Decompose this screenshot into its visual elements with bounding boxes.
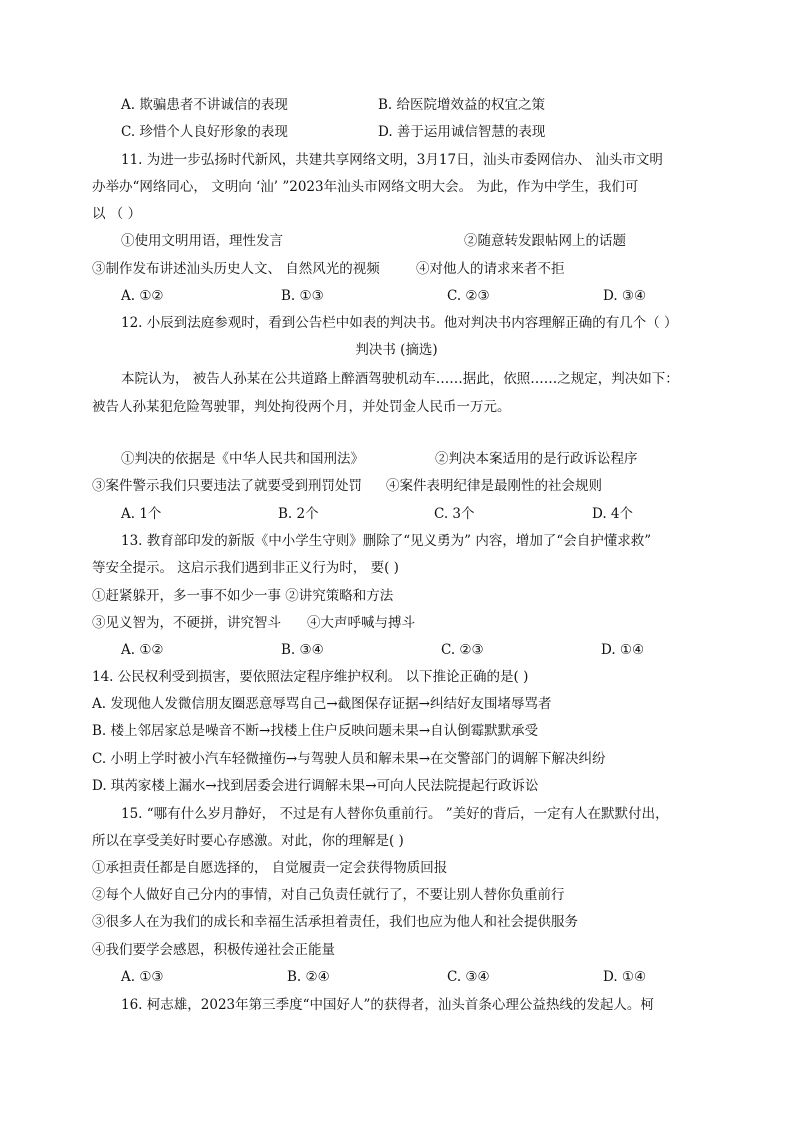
q14-option-c: C. 小明上学时被小汽车轻微撞伤→与驾驶人员和解未果→在交警部门的调解下解决纠纷 — [92, 751, 606, 767]
q12-option-d: D. 4个 — [592, 506, 634, 522]
q11-option-b: B. ①③ — [281, 288, 324, 304]
q11-statement-4: ④对他人的请求来者不拒 — [416, 261, 565, 277]
q10-option-a: A. 欺骗患者不讲诚信的表现 — [121, 97, 288, 113]
q15-option-a: A. ①③ — [121, 969, 164, 985]
q15-statement-1: ①承担责任都是自愿选择的， 自觉履责一定会获得物质回报 — [92, 860, 448, 876]
q11-stem-line1: 11. 为进一步弘扬时代新风，共建共享网络文明，3月17日，汕头市委网信办、 汕头市文明 — [121, 152, 663, 168]
q14-stem: 14. 公民权利受到损害，要依照法定程序维护权利。 以下推论正确的是( ) — [92, 669, 529, 685]
q12-judgment-title: 判决书 (摘选) — [355, 342, 438, 358]
q13-option-c: C. ②③ — [441, 642, 484, 658]
q10-option-c: C. 珍惜个人良好形象的表现 — [121, 124, 288, 140]
q12-option-b: B. 2个 — [278, 506, 319, 522]
q13-option-a: A. ①② — [121, 642, 164, 658]
q11-option-d: D. ③④ — [603, 288, 647, 304]
q12-statement-4: ④案件表明纪律是最刚性的社会规则 — [386, 478, 602, 494]
q12-option-a: A. 1个 — [121, 506, 162, 522]
q14-option-b: B. 楼上邻居家总是噪音不断→找楼上住户反映问题未果→自认倒霉默默承受 — [92, 723, 539, 739]
q10-option-b: B. 给医院增效益的权宜之策 — [378, 97, 546, 113]
q15-statement-4: ④我们要学会感恩，积极传递社会正能量 — [92, 942, 335, 958]
q15-option-d: D. ①④ — [603, 969, 647, 985]
q11-stem-line2: 办举办“网络同心， 文明向 ‘汕’ ”2023年汕头市网络文明大会。 为此，作为中学生，我们可 — [92, 179, 639, 195]
q12-option-c: C. 3个 — [434, 506, 475, 522]
q12-statement-2: ②判决本案适用的是行政诉讼程序 — [435, 451, 638, 467]
q13-statement-4: ④大声呼喊与搏斗 — [307, 615, 415, 631]
q13-option-b: B. ③④ — [281, 642, 324, 658]
q15-option-c: C. ③④ — [447, 969, 490, 985]
q13-stem-line2: 等安全提示。 这启示我们遇到非正义行为时， 要( ) — [92, 560, 399, 576]
q11-statement-1: ①使用文明用语，理性发言 — [121, 233, 283, 249]
q13-stem-line1: 13. 教育部印发的新版《中小学生守则》删除了“见义勇为” 内容，增加了“会自护懂求救” — [121, 533, 652, 549]
q12-statement-1: ①判决的依据是《中华人民共和国刑法》 — [121, 451, 364, 467]
q11-option-c: C. ②③ — [447, 288, 490, 304]
q15-statement-2: ②每个人做好自己分内的事情，对自己负责任就行了，不要让别人替你负重前行 — [92, 887, 565, 903]
q10-option-d: D. 善于运用诚信智慧的表现 — [378, 124, 546, 140]
q14-option-a: A. 发现他人发微信朋友圈恶意辱骂自己→截图保存证据→纠结好友围堵辱骂者 — [92, 696, 552, 712]
q15-stem-line2: 所以在享受美好时要心存感激。对此，你的理解是( ) — [92, 833, 404, 849]
q12-statement-3: ③案件警示我们只要违法了就要受到刑罚处罚 — [92, 478, 362, 494]
q15-option-b: B. ②④ — [287, 969, 330, 985]
q14-option-d: D. 琪芮家楼上漏水→找到居委会进行调解未果→可向人民法院提起行政诉讼 — [92, 778, 539, 794]
q13-option-d: D. ①④ — [601, 642, 645, 658]
q15-statement-3: ③很多人在为我们的成长和幸福生活承担着责任，我们也应为他人和社会提供服务 — [92, 914, 578, 930]
q13-statements-1-2: ①赶紧躲开，多一事不如少一事 ②讲究策略和方法 — [92, 588, 394, 604]
q12-judgment-para1: 本院认为， 被告人孙某在公共道路上醉酒驾驶机动车……据此，依照……之规定，判决如下： — [121, 371, 679, 387]
q11-stem-line3: 以 （ ） — [92, 206, 142, 222]
q12-judgment-para2: 被告人孙某犯危险驾驶罪，判处拘役两个月，并处罚金人民币一万元。 — [92, 399, 511, 415]
q12-stem-line1: 12. 小辰到法庭参观时，看到公告栏中如表的判决书。他对判决书内容理解正确的有几个（ ） — [121, 315, 678, 331]
q11-statement-2: ②随意转发跟帖网上的话题 — [464, 233, 626, 249]
q15-stem-line1: 15. “哪有什么岁月静好， 不过是有人替你负重前行。 ”美好的背后，一定有人在默默付出， — [121, 806, 669, 822]
q11-option-a: A. ①② — [121, 288, 164, 304]
q11-statement-3: ③制作发布讲述汕头历史人文、 自然风光的视频 — [92, 261, 380, 277]
q16-stem-line1: 16. 柯志雄，2023年第三季度“中国好人”的获得者，汕头首条心理公益热线的发起人。柯 — [121, 997, 654, 1013]
q13-statement-3: ③见义智为，不硬拼，讲究智斗 — [92, 615, 281, 631]
